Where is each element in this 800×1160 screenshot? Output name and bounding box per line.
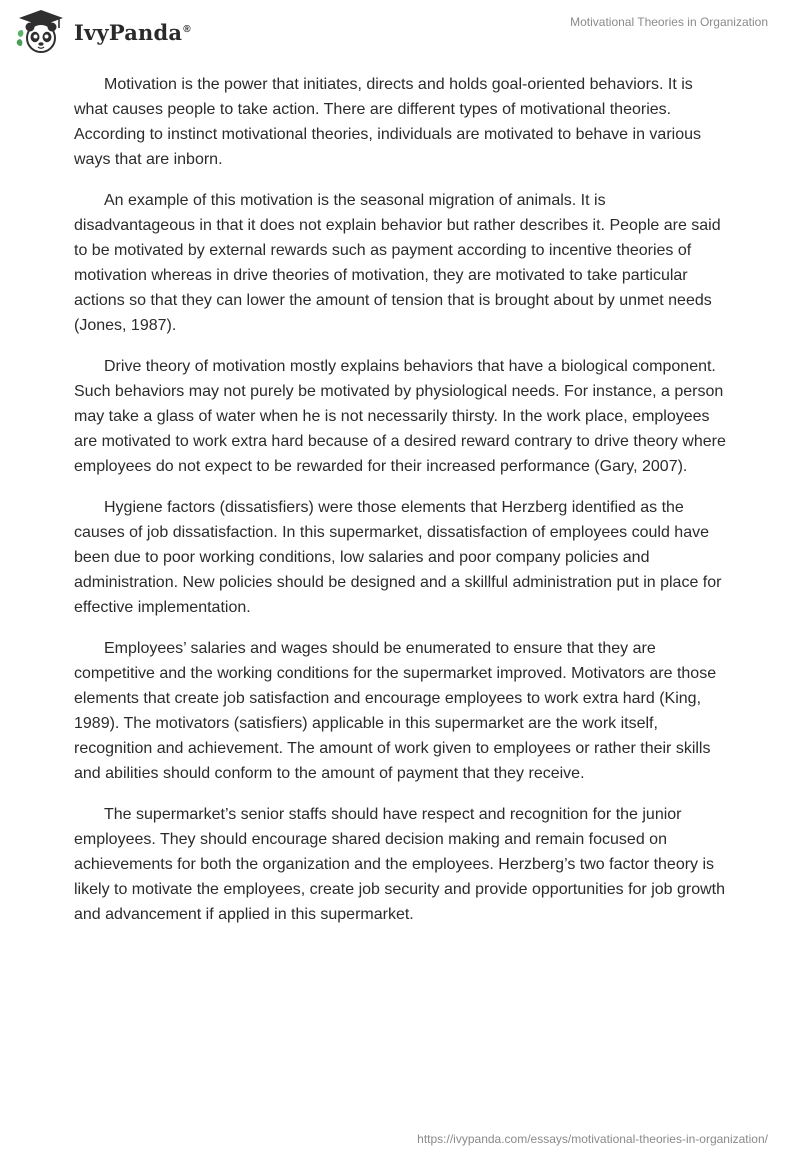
paragraph: Motivation is the power that initiates, directs and holds goal-oriented behaviors. It is what causes people to take action. There are different types of motivational theories. According to instinct motivational theories, individuals are motivated to behave in various ways that are inborn. [74, 76, 701, 168]
registered-mark: ® [183, 23, 191, 35]
brand-logo[interactable] [14, 8, 191, 54]
paragraph: Employees’ salaries and wages should be enumerated to ensure that they are competitive and the working conditions for the supermarket improved. Motivators are those elements that create job satisfaction and encourage employees to work extra hard (King, 1989). The motivators (satisfiers) applicable in this supermarket are the work itself, recognition and achievement. The amount of work given to employees or rather their skills and abilities should conform to the amount of payment that they receive. [74, 640, 717, 782]
source-url[interactable]: https://ivypanda.com/essays/motivational-theories-in-organization/ [417, 1132, 768, 1146]
page-header [0, 0, 800, 60]
document-title: Motivational Theories in Organization [570, 15, 768, 29]
paragraph: The supermarket’s senior staffs should have respect and recognition for the junior employees. They should encourage shared decision making and remain focused on achievements for both the organization and the employees. Herzberg’s two factor theory is likely to motivate the employees, create job security and provide opportunities for job growth and advancement if applied in this supermarket. [74, 806, 726, 923]
paragraph: Hygiene factors (dissatisfiers) were those elements that Herzberg identified as the causes of job dissatisfaction. In this supermarket, dissatisfaction of employees could have been due to poor working conditions, low salaries and poor company policies and administration. New policies should be designed and a skillful administration put in place for effective implementation. [74, 499, 722, 616]
brand-name: IvyPanda® [74, 19, 191, 45]
essay-body [74, 72, 726, 943]
paragraph: An example of this motivation is the seasonal migration of animals. It is disadvantageous in that it does not explain behavior but rather describes it. People are said to be motivated by external rewards such as payment according to incentive theories of motivation whereas in drive theories of motivation, they are motivated to take particular actions so that they can lower the amount of tension that is brought about by unmet needs (Jones, 1987). [74, 192, 721, 334]
paragraph: Drive theory of motivation mostly explains behaviors that have a biological component. Such behaviors may not purely be motivated by physiological needs. For instance, a person may take a glass of water when he is not necessarily thirsty. In the work place, employees are motivated to work extra hard because of a desired reward contrary to drive theory where employees do not expect to be rewarded for their increased performance (Gary, 2007). [74, 358, 726, 475]
panda-graduate-logo-icon [14, 8, 68, 54]
